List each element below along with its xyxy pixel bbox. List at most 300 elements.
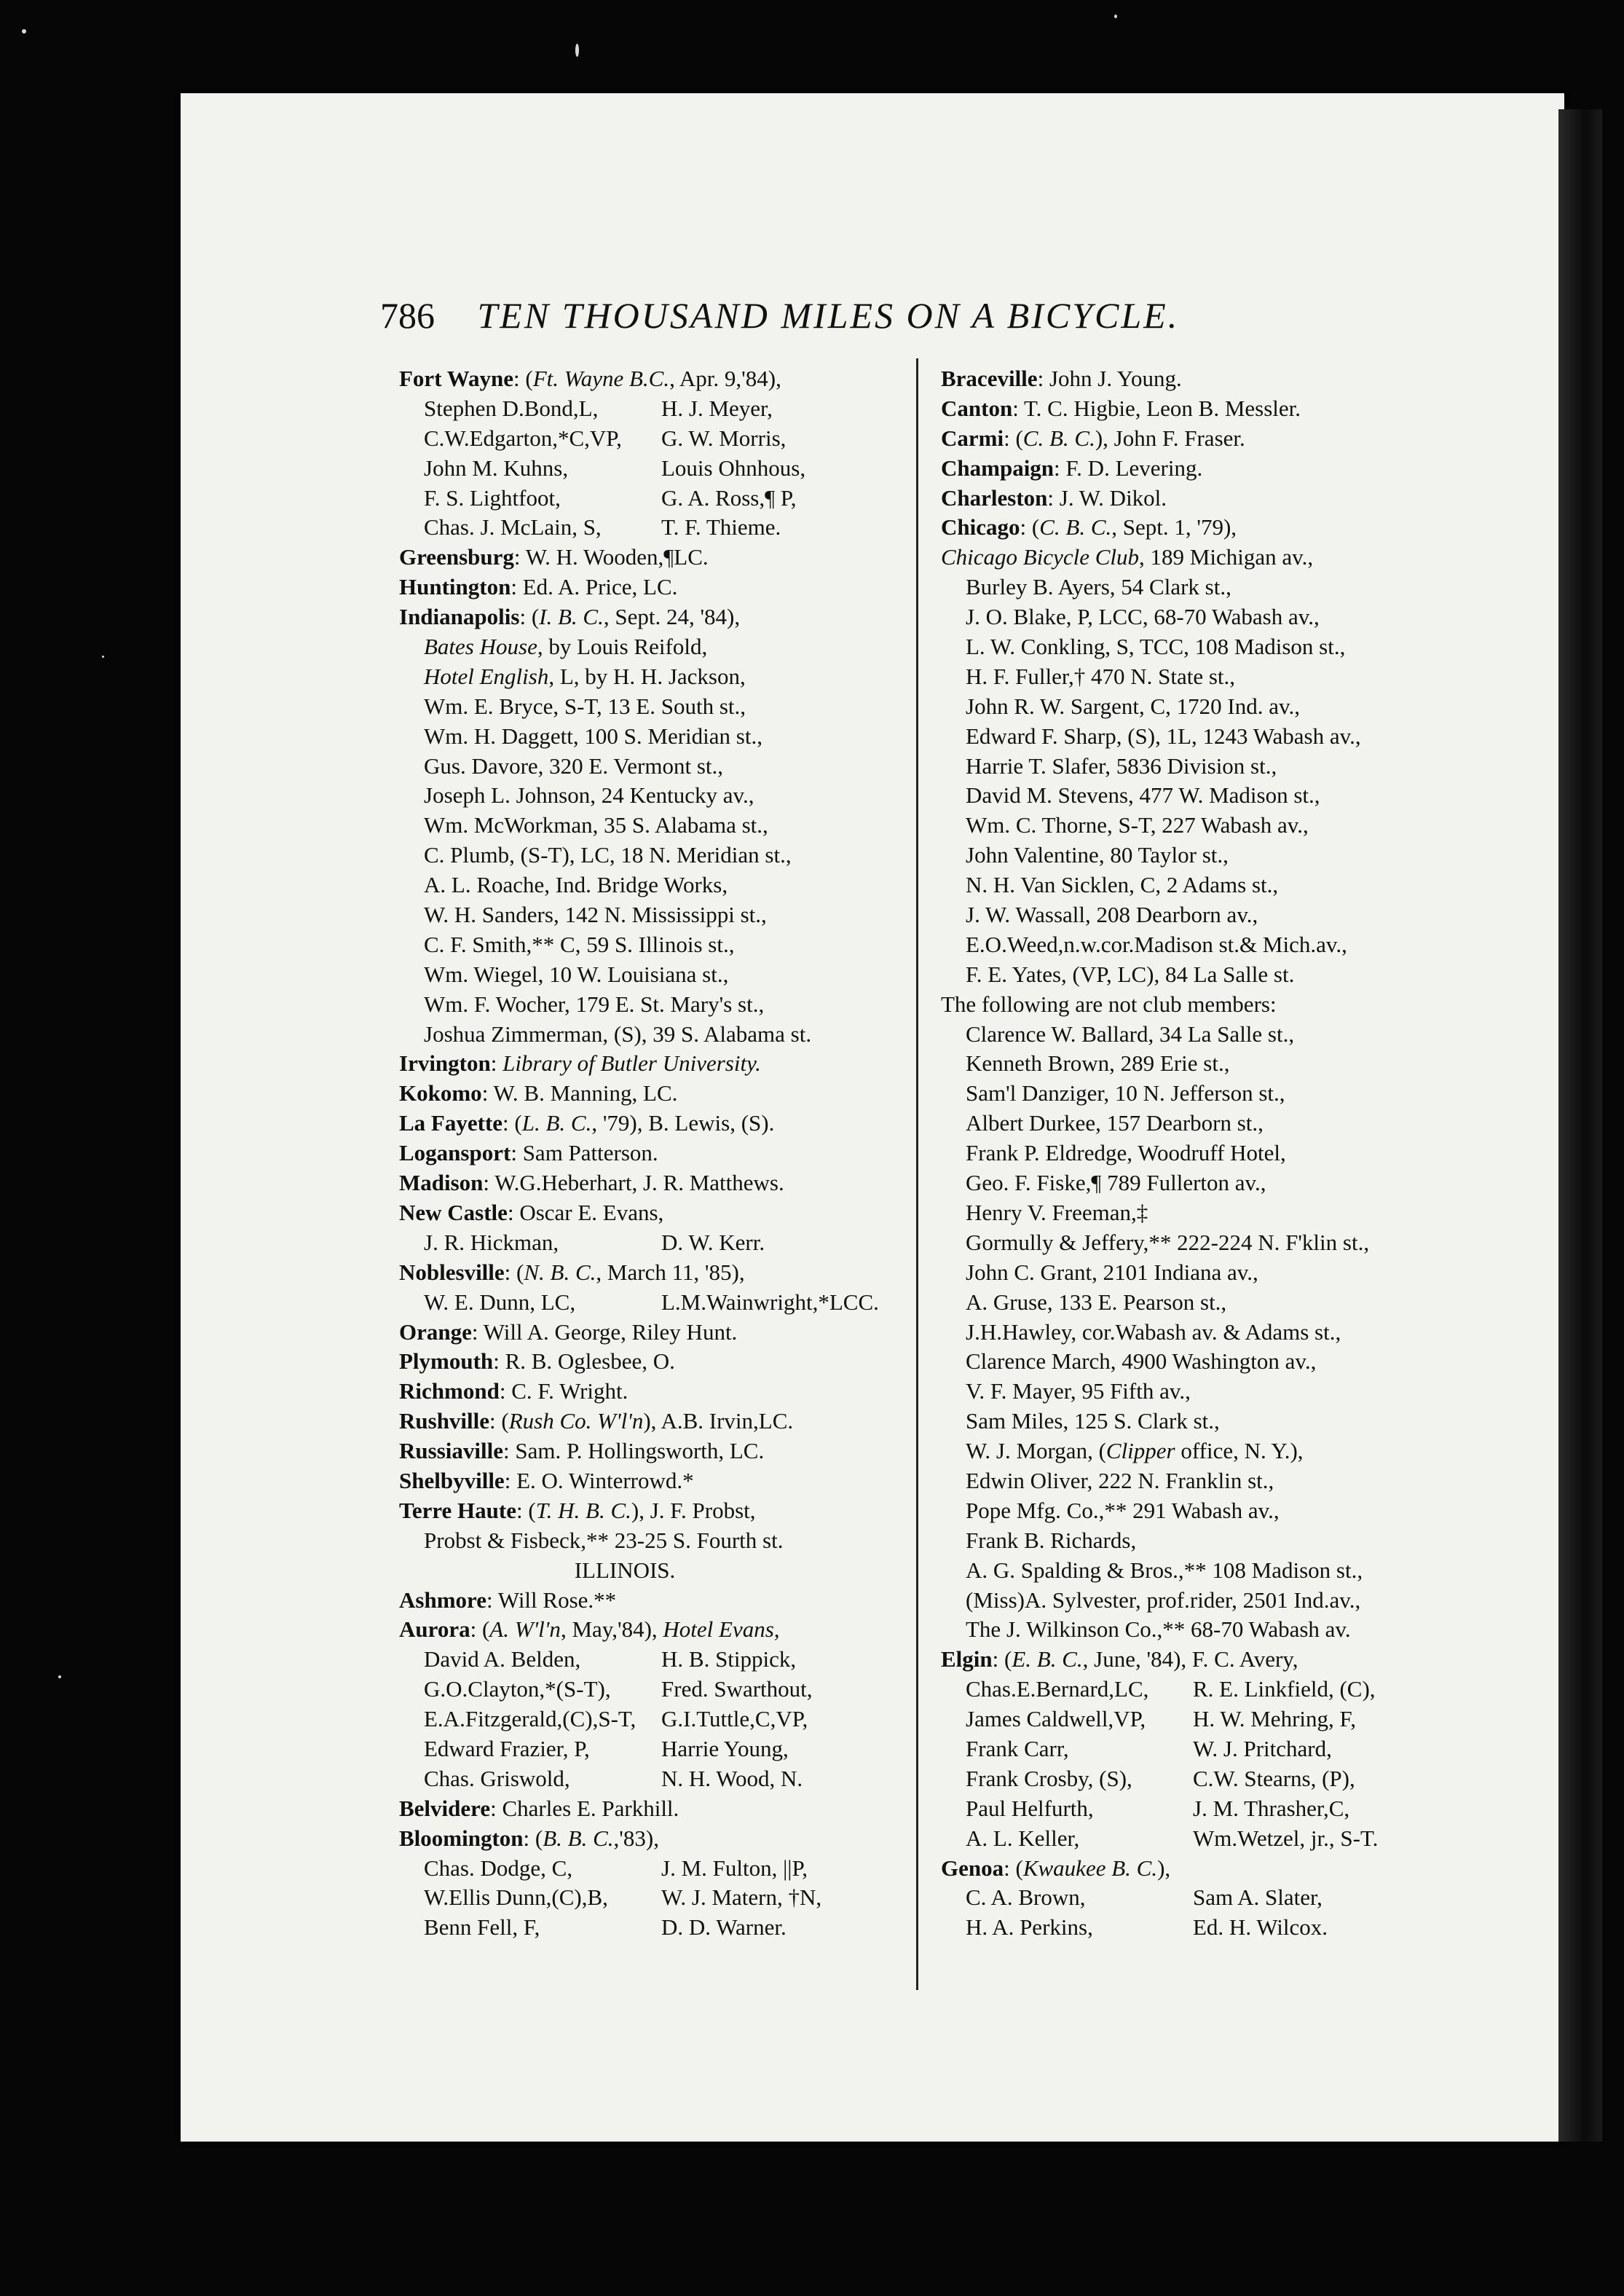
member-name: T. F. Thieme. <box>661 514 781 540</box>
right-entry <box>941 662 1443 692</box>
entry-text: John J. Young. <box>1049 366 1182 391</box>
city-name: Huntington <box>399 574 511 600</box>
member-name: A. L. Keller, <box>966 1825 1080 1851</box>
member-entry: Wm. F. Wocher, 179 E. St. Mary's st., <box>424 991 765 1017</box>
right-entry <box>941 1734 1443 1764</box>
member-name: C. A. Brown, <box>966 1884 1086 1911</box>
right-entry <box>941 1586 1443 1616</box>
entry-text: ), <box>1157 1855 1171 1881</box>
club-name: A. W'l'n <box>489 1616 561 1643</box>
member-entry: Clarence March, 4900 Washington av., <box>966 1348 1317 1375</box>
left-entry <box>399 811 902 841</box>
entry-text: , May,'84), <box>560 1616 663 1643</box>
entry-text: ), J. F. Probst, <box>631 1497 756 1523</box>
left-entry <box>399 1198 902 1228</box>
right-entry <box>941 1079 1443 1109</box>
member-name: W.Ellis Dunn,(C),B, <box>424 1884 608 1911</box>
member-name: J. M. Thrasher,C, <box>1193 1795 1350 1821</box>
member-entry: L. W. Conkling, S, TCC, 108 Madison st., <box>966 634 1346 660</box>
entry-text: Sam Patterson. <box>522 1140 658 1166</box>
entry-text: Will A. George, Riley Hunt. <box>483 1318 738 1345</box>
left-entry <box>399 930 902 960</box>
right-entry <box>941 990 1443 1020</box>
entry-text: E. O. Winterrowd.* <box>516 1467 694 1493</box>
note-text: The following are not club members: <box>941 991 1277 1017</box>
member-name: Wm.Wetzel, jr., S-T. <box>1193 1825 1379 1851</box>
left-entry <box>399 602 902 632</box>
left-entry <box>399 781 902 811</box>
club-name: Ft. Wayne B.C. <box>532 366 670 391</box>
right-entry <box>941 1675 1443 1705</box>
left-entry <box>399 990 902 1020</box>
member-entry: V. F. Mayer, 95 Fifth av., <box>966 1378 1191 1404</box>
left-entry <box>399 1526 902 1556</box>
separator: : <box>519 604 532 630</box>
left-entry <box>399 513 902 543</box>
member-entry: Clarence W. Ballard, 34 La Salle st., <box>966 1021 1295 1047</box>
entry-text: , 189 Michigan av., <box>1139 544 1314 570</box>
member-name: Frank Crosby, (S), <box>966 1765 1132 1791</box>
left-entry <box>399 1109 902 1139</box>
left-entry <box>399 870 902 900</box>
separator: : <box>1047 484 1060 511</box>
publication-name: Clipper <box>1105 1438 1175 1464</box>
left-entry <box>399 1079 902 1109</box>
page-number: 786 <box>380 295 435 336</box>
left-entry <box>399 364 902 394</box>
entry-text: ( <box>528 1497 536 1523</box>
club-name: C. B. C. <box>1022 425 1095 451</box>
member-name: G.I.Tuttle,C,VP, <box>661 1706 808 1732</box>
right-entry <box>941 1049 1443 1079</box>
left-entry <box>399 1049 902 1079</box>
page-header <box>380 290 1298 341</box>
city-name: Elgin <box>941 1646 993 1672</box>
entry-text: ( <box>1015 425 1023 451</box>
entry-text: F. D. Levering. <box>1065 455 1203 481</box>
member-entry: Edwin Oliver, 222 N. Franklin st., <box>966 1467 1274 1493</box>
member-entry: Frank B. Richards, <box>966 1527 1137 1553</box>
right-entry <box>941 484 1443 514</box>
state-heading <box>399 1556 902 1586</box>
entry-text: R. B. Oglesbee, O. <box>505 1348 675 1375</box>
left-entry <box>399 1407 902 1436</box>
club-name: B. B. C. <box>543 1825 614 1851</box>
left-entry <box>399 394 902 424</box>
left-entry <box>399 543 902 573</box>
member-name: Fred. Swarthout, <box>661 1676 813 1702</box>
member-name: Frank Carr, <box>966 1735 1069 1761</box>
city-name: Greensburg <box>399 544 514 570</box>
member-name: R. E. Linkfield, (C), <box>1193 1676 1376 1702</box>
city-name: Shelbyville <box>399 1467 505 1493</box>
right-entry <box>941 454 1443 484</box>
entry-text: , by Louis Reifold, <box>537 634 708 660</box>
left-entry <box>399 632 902 662</box>
city-name: Kokomo <box>399 1080 482 1106</box>
separator: : <box>490 1795 502 1821</box>
right-entry <box>941 364 1443 394</box>
member-entry: C. Plumb, (S-T), LC, 18 N. Meridian st., <box>424 842 792 868</box>
member-entry: F. E. Yates, (VP, LC), 84 La Salle st. <box>966 961 1295 987</box>
member-entry: The J. Wilkinson Co.,** 68-70 Wabash av. <box>966 1616 1351 1643</box>
right-entry <box>941 1168 1443 1198</box>
city-name: Richmond <box>399 1378 500 1404</box>
entry-text: C. F. Wright. <box>511 1378 628 1404</box>
right-entry <box>941 870 1443 900</box>
right-entry <box>941 424 1443 454</box>
member-entry: E.O.Weed,n.w.cor.Madison st.& Mich.av., <box>966 931 1347 957</box>
member-entry: Geo. F. Fiske,¶ 789 Fullerton av., <box>966 1170 1266 1196</box>
left-entry <box>399 424 902 454</box>
member-entry: Albert Durkee, 157 Dearborn st., <box>966 1110 1264 1136</box>
entry-text: , Apr. 9,'84), <box>669 366 781 391</box>
right-entry <box>941 752 1443 782</box>
left-entry <box>399 1228 902 1258</box>
city-name: Fort Wayne <box>399 366 513 391</box>
city-name: Terre Haute <box>399 1497 516 1523</box>
right-entry <box>941 722 1443 752</box>
entry-text: , Sept. 1, '79), <box>1111 514 1237 540</box>
separator: : <box>1004 1855 1016 1881</box>
right-entry <box>941 1109 1443 1139</box>
member-entry: Sam Miles, 125 S. Clark st., <box>966 1408 1220 1434</box>
city-name: Chicago <box>941 514 1020 540</box>
running-title: TEN THOUSAND MILES ON A BICYCLE. <box>477 295 1180 336</box>
right-entry <box>941 1615 1443 1645</box>
member-name: C.W.Edgarton,*C,VP, <box>424 425 622 451</box>
right-entry <box>941 1645 1443 1675</box>
left-entry <box>399 1705 902 1734</box>
city-name: Ashmore <box>399 1587 486 1613</box>
entry-text: , '79), B. Lewis, (S). <box>591 1110 775 1136</box>
entry-text: ( <box>481 1616 490 1643</box>
left-entry <box>399 454 902 484</box>
entry-text: ( <box>1015 1855 1023 1881</box>
member-entry: Harrie T. Slafer, 5836 Division st., <box>966 752 1277 779</box>
right-entry <box>941 1436 1443 1466</box>
separator: : <box>504 1467 517 1493</box>
separator: : <box>470 1616 482 1643</box>
left-entry <box>399 1883 902 1913</box>
club-name: N. B. C. <box>524 1259 596 1285</box>
member-entry: John C. Grant, 2101 Indiana av., <box>966 1259 1258 1285</box>
city-name: Carmi <box>941 425 1004 451</box>
right-entry <box>941 1526 1443 1556</box>
member-name: Edward Frazier, P, <box>424 1735 590 1761</box>
club-name: I. B. C. <box>539 604 604 630</box>
left-entry <box>399 1764 902 1794</box>
right-entry <box>941 1228 1443 1258</box>
city-name: Indianapolis <box>399 604 520 630</box>
member-entry: Sam'l Danziger, 10 N. Jefferson st., <box>966 1080 1285 1106</box>
right-entry <box>941 930 1443 960</box>
member-name: David A. Belden, <box>424 1646 581 1672</box>
right-entry <box>941 1139 1443 1168</box>
entry-text: ,'83), <box>613 1825 659 1851</box>
right-entry <box>941 692 1443 722</box>
right-entry <box>941 1020 1443 1050</box>
member-entry: J. O. Blake, P, LCC, 68-70 Wabash av., <box>966 604 1320 630</box>
member-name: W. E. Dunn, LC, <box>424 1289 576 1315</box>
entry-text: ( <box>525 366 533 391</box>
left-entry <box>399 1436 902 1466</box>
left-entry <box>399 900 902 930</box>
city-name: Bloomington <box>399 1825 524 1851</box>
member-name: H. J. Meyer, <box>661 395 773 421</box>
entry-text: ( <box>514 1110 522 1136</box>
left-entry <box>399 1258 902 1288</box>
left-entry <box>399 1020 902 1050</box>
separator: : <box>1012 395 1025 421</box>
right-entry <box>941 811 1443 841</box>
right-entry <box>941 1764 1443 1794</box>
member-entry: Edward F. Sharp, (S), 1L, 1243 Wabash av., <box>966 723 1361 749</box>
member-entry: Wm. H. Daggett, 100 S. Meridian st., <box>424 723 762 749</box>
left-entry <box>399 752 902 782</box>
right-entry <box>941 1466 1443 1496</box>
separator: : <box>502 1438 516 1464</box>
member-name: Chas.E.Bernard,LC, <box>966 1676 1149 1702</box>
separator: : <box>483 1170 495 1196</box>
member-entry: C. F. Smith,** C, 59 S. Illinois st., <box>424 931 735 957</box>
member-entry: Joseph L. Johnson, 24 Kentucky av., <box>424 782 754 809</box>
member-entry: Frank P. Eldredge, Woodruff Hotel, <box>966 1140 1286 1166</box>
right-entry <box>941 1556 1443 1586</box>
separator: : <box>486 1587 498 1613</box>
city-name: Logansport <box>399 1140 511 1166</box>
member-name: D. D. Warner. <box>661 1914 787 1941</box>
left-entry <box>399 692 902 722</box>
member-entry: W. J. Morgan, ( <box>966 1438 1106 1464</box>
separator: : <box>493 1348 505 1375</box>
member-entry: (Miss)A. Sylvester, prof.rider, 2501 Ind.av., <box>966 1587 1361 1613</box>
member-name: L.M.Wainwright,*LCC. <box>661 1289 879 1315</box>
club-name: Rush Co. W'l'n <box>508 1408 644 1434</box>
separator: : <box>490 1050 503 1077</box>
right-entry <box>941 513 1443 543</box>
city-name: Genoa <box>941 1855 1004 1881</box>
member-entry: J.H.Hawley, cor.Wabash av. & Adams st., <box>966 1318 1341 1345</box>
city-name: La Fayette <box>399 1110 503 1136</box>
member-name: Paul Helfurth, <box>966 1795 1094 1821</box>
member-entry: A. L. Roache, Ind. Bridge Works, <box>424 872 728 898</box>
right-entry <box>941 781 1443 811</box>
left-entry <box>399 841 902 870</box>
right-entry <box>941 543 1443 573</box>
entry-text: , June, '84), F. C. Avery, <box>1082 1646 1298 1672</box>
member-entry: Henry V. Freeman,‡ <box>966 1199 1148 1225</box>
separator: : <box>516 1497 529 1523</box>
member-entry: Pope Mfg. Co.,** 291 Wabash av., <box>966 1497 1280 1523</box>
right-entry <box>941 1288 1443 1318</box>
entry-text: Charles E. Parkhill. <box>502 1795 679 1821</box>
member-name: Louis Ohnhous, <box>661 455 806 481</box>
member-entry: Joshua Zimmerman, (S), 39 S. Alabama st. <box>424 1021 812 1047</box>
right-entry <box>941 1496 1443 1526</box>
right-entry <box>941 1198 1443 1228</box>
member-entry: John R. W. Sargent, C, 1720 Ind. av., <box>966 693 1300 719</box>
book-spine <box>1558 109 1602 2142</box>
entry-text: ( <box>1004 1646 1012 1672</box>
entry-text: office, N. Y.), <box>1175 1438 1304 1464</box>
entry-text: , L, by H. H. Jackson, <box>548 663 746 689</box>
left-entry <box>399 1854 902 1884</box>
club-name: Library of Butler University. <box>502 1050 761 1077</box>
city-name: Aurora <box>399 1616 470 1643</box>
hotel-name: Hotel English <box>424 663 549 689</box>
right-entry <box>941 1913 1443 1943</box>
entry-text: ( <box>516 1259 524 1285</box>
right-entry <box>941 1824 1443 1854</box>
entry-text: Will Rose.** <box>497 1587 617 1613</box>
member-name: James Caldwell,VP, <box>966 1706 1146 1732</box>
city-name: Belvidere <box>399 1795 491 1821</box>
city-name: Russiaville <box>399 1438 503 1464</box>
club-name: E. B. C. <box>1012 1646 1083 1672</box>
separator: : <box>504 1259 517 1285</box>
member-name: E.A.Fitzgerald,(C),S-T, <box>424 1706 636 1732</box>
member-name: J. M. Fulton, ||P, <box>661 1855 808 1881</box>
left-entry <box>399 1794 902 1824</box>
separator: : <box>511 1140 523 1166</box>
separator: : <box>1004 425 1016 451</box>
left-entry <box>399 1466 902 1496</box>
member-name: J. R. Hickman, <box>424 1229 559 1255</box>
entry-text: , Sept. 24, '84), <box>603 604 741 630</box>
entry-text: T. C. Higbie, Leon B. Messler. <box>1024 395 1301 421</box>
member-name: W. J. Matern, †N, <box>661 1884 822 1911</box>
separator: : <box>992 1646 1005 1672</box>
separator: : <box>1054 455 1066 481</box>
city-name: Champaign <box>941 455 1055 481</box>
member-name: F. S. Lightfoot, <box>424 484 561 511</box>
member-entry: David M. Stevens, 477 W. Madison st., <box>966 782 1320 809</box>
entry-text: W. B. Manning, LC. <box>493 1080 678 1106</box>
member-name: Sam A. Slater, <box>1193 1884 1323 1911</box>
separator: : <box>1037 366 1049 391</box>
separator: : <box>502 1110 515 1136</box>
member-name: D. W. Kerr. <box>661 1229 765 1255</box>
club-name: C. B. C. <box>1039 514 1112 540</box>
city-name: Braceville <box>941 366 1038 391</box>
member-entry: Probst & Fisbeck,** 23-25 S. Fourth st. <box>424 1527 784 1553</box>
right-entry <box>941 1347 1443 1377</box>
member-entry: Wm. Wiegel, 10 W. Louisiana st., <box>424 961 729 987</box>
state-name: ILLINOIS. <box>574 1557 676 1583</box>
member-name: Chas. Dodge, C, <box>424 1855 573 1881</box>
member-name: Chas. Griswold, <box>424 1765 570 1791</box>
right-entry <box>941 632 1443 662</box>
entry-text: ( <box>535 1825 543 1851</box>
member-name: G. W. Morris, <box>661 425 787 451</box>
entry-text: Sam. P. Hollingsworth, LC. <box>515 1438 765 1464</box>
member-entry: N. H. Van Sicklen, C, 2 Adams st., <box>966 872 1279 898</box>
separator: : <box>523 1825 535 1851</box>
right-entry <box>941 1377 1443 1407</box>
left-entry <box>399 1377 902 1407</box>
left-entry <box>399 573 902 602</box>
entry-text: ( <box>501 1408 509 1434</box>
separator: : <box>513 544 526 570</box>
right-entry <box>941 960 1443 990</box>
left-entry <box>399 1288 902 1318</box>
right-column <box>941 364 1443 1943</box>
left-entry <box>399 1615 902 1645</box>
member-name: Benn Fell, F, <box>424 1914 540 1941</box>
city-name: New Castle <box>399 1199 508 1225</box>
separator: : <box>471 1318 484 1345</box>
member-entry: Wm. E. Bryce, S-T, 13 E. South st., <box>424 693 746 719</box>
member-entry: Gus. Davore, 320 E. Vermont st., <box>424 752 723 779</box>
right-entry <box>941 900 1443 930</box>
left-entry <box>399 1318 902 1348</box>
member-name: H. A. Perkins, <box>966 1914 1093 1941</box>
left-entry <box>399 1645 902 1675</box>
member-entry: Burley B. Ayers, 54 Clark st., <box>966 574 1231 600</box>
member-entry: Gormully & Jeffery,** 222-224 N. F'klin st., <box>966 1229 1370 1255</box>
club-name: Chicago Bicycle Club <box>941 544 1140 570</box>
member-name: John M. Kuhns, <box>424 455 569 481</box>
member-entry: John Valentine, 80 Taylor st., <box>966 842 1229 868</box>
member-name: Ed. H. Wilcox. <box>1193 1914 1328 1941</box>
member-name: G.O.Clayton,*(S-T), <box>424 1676 611 1702</box>
right-entry <box>941 1407 1443 1436</box>
member-entry: H. F. Fuller,† 470 N. State st., <box>966 663 1236 689</box>
right-entry <box>941 841 1443 870</box>
entry-text: ), A.B. Irvin,LC. <box>643 1408 794 1434</box>
entry-text: ), John F. Fraser. <box>1095 425 1245 451</box>
separator: : <box>1020 514 1032 540</box>
right-entry <box>941 1258 1443 1288</box>
member-name: W. J. Pritchard, <box>1193 1735 1332 1761</box>
hotel-name: Hotel Evans, <box>663 1616 780 1643</box>
entry-text: ( <box>1031 514 1040 540</box>
left-entry <box>399 1347 902 1377</box>
city-name: Canton <box>941 395 1013 421</box>
entry-text: Oscar E. Evans, <box>519 1199 664 1225</box>
right-entry <box>941 602 1443 632</box>
club-name: T. H. B. C. <box>535 1497 631 1523</box>
separator: : <box>507 1199 520 1225</box>
city-name: Madison <box>399 1170 484 1196</box>
city-name: Noblesville <box>399 1259 505 1285</box>
left-entry <box>399 1824 902 1854</box>
separator: : <box>511 574 523 600</box>
member-entry: Wm. C. Thorne, S-T, 227 Wabash av., <box>966 812 1309 838</box>
member-entry: W. H. Sanders, 142 N. Mississippi st., <box>424 902 767 928</box>
left-entry <box>399 662 902 692</box>
entry-text: J. W. Dikol. <box>1059 484 1167 511</box>
club-name: Kwaukee B. C. <box>1022 1855 1158 1881</box>
left-entry <box>399 960 902 990</box>
right-entry <box>941 394 1443 424</box>
separator: : <box>499 1378 512 1404</box>
entry-text: ( <box>531 604 540 630</box>
left-entry <box>399 1168 902 1198</box>
entry-text: Ed. A. Price, LC. <box>522 574 678 600</box>
member-entry: A. Gruse, 133 E. Pearson st., <box>966 1289 1227 1315</box>
member-entry: J. W. Wassall, 208 Dearborn av., <box>966 902 1258 928</box>
right-entry <box>941 1883 1443 1913</box>
member-entry: Wm. McWorkman, 35 S. Alabama st., <box>424 812 768 838</box>
city-name: Rushville <box>399 1408 490 1434</box>
city-name: Irvington <box>399 1050 491 1077</box>
member-name: Stephen D.Bond,L, <box>424 395 599 421</box>
club-name: L. B. C. <box>521 1110 592 1136</box>
member-name: H. W. Mehring, F, <box>1193 1706 1357 1732</box>
right-entry <box>941 1794 1443 1824</box>
